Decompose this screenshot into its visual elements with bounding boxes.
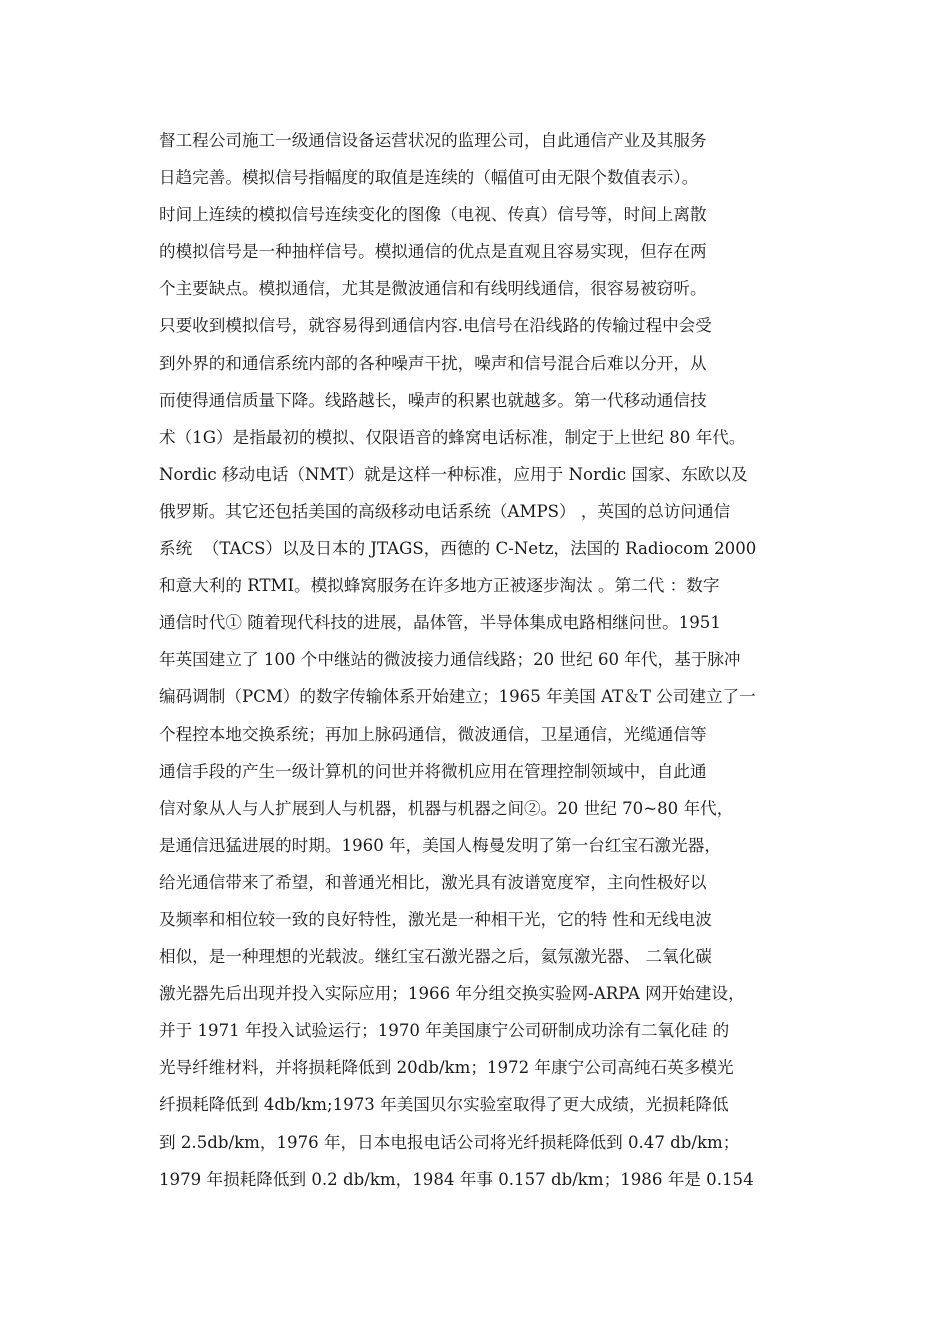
text-line: 相似，是一种理想的光载波。继红宝石激光器之后，氦氖激光器、 二氧化碳 — [159, 947, 712, 967]
text-line: 年英国建立了 100 个中继站的微波接力通信线路；20 世纪 60 年代，基于脉冲 — [159, 650, 741, 670]
text-line: 1979 年损耗降低到 0.2 db/km，1984 年事 0.157 db/km；1986 年是 0.154 — [159, 1169, 754, 1189]
text-line: 激光器先后出现并投入实际应用；1966 年分组交换实验网-ARPA 网开始建设， — [159, 984, 745, 1004]
text-line: 并于 1971 年投入试验运行；1970 年美国康宁公司研制成功涂有二氧化硅 的 — [159, 1021, 730, 1041]
text-line: 是通信迅猛进展的时期。1960 年，美国人梅曼发明了第一台红宝石激光器， — [159, 835, 721, 855]
text-line: 和意大利的 RTMI。模拟蜂窝服务在许多地方正被逐步淘汰 。第二代 ：数字 — [159, 576, 720, 596]
text-line: 系统 （TACS）以及日本的 JTAGS，西德的 C-Netz，法国的 Radiocom 2000 — [159, 539, 757, 559]
text-line: 俄罗斯。其它还包括美国的高级移动电话系统（AMPS） ，英国的总访问通信 — [159, 501, 731, 521]
text-line: 只要收到模拟信号，就容易得到通信内容.电信号在沿线路的传输过程中会受 — [159, 316, 712, 336]
text-line: 及频率和相位较一致的良好特性，激光是一种相干光，它的特 性和无线电波 — [159, 909, 712, 929]
text-line: 日趋完善。模拟信号指幅度的取值是连续的（幅值可由无限个数值表示）。 — [159, 168, 699, 188]
text-line: 的模拟信号是一种抽样信号。模拟通信的优点是直观且容易实现，但存在两 — [159, 242, 707, 262]
text-line: 光导纤维材料，并将损耗降低到 20db/km；1972 年康宁公司高纯石英多模光 — [159, 1058, 734, 1078]
text-line: 术（1G）是指最初的模拟、仅限语音的蜂窝电话标准，制定于上世纪 80 年代。 — [159, 427, 746, 447]
text-line: Nordic 移动电话（NMT）就是这样一种标准，应用于 Nordic 国家、东欧以及 — [159, 464, 748, 484]
text-line: 通信手段的产生一级计算机的问世并将微机应用在管理控制领域中，自此通 — [159, 761, 707, 781]
text-line: 信对象从人与人扩展到人与机器，机器与机器之间②。20 世纪 70~80 年代， — [159, 798, 734, 818]
text-line: 通信时代① 随着现代科技的进展，晶体管，半导体集成电路相继问世。1951 — [159, 613, 721, 633]
text-line: 到 2.5db/km，1976 年，日本电报电话公司将光纤损耗降低到 0.47 db/km； — [159, 1132, 740, 1152]
text-line: 编码调制（PCM）的数字传输体系开始建立；1965 年美国 AT＆T 公司建立了一 — [159, 687, 756, 707]
text-line: 而使得通信质量下降。线路越长，噪声的积累也就越多。第一代移动通信技 — [159, 390, 707, 410]
body-text — [159, 122, 819, 1198]
text-line: 纤损耗降低到 4db/km;1973 年美国贝尔实验室取得了更大成绩，光损耗降低 — [159, 1095, 729, 1115]
text-line: 时间上连续的模拟信号连续变化的图像（电视、传真）信号等，时间上离散 — [159, 205, 707, 225]
text-line: 个程控本地交换系统；再加上脉码通信，微波通信，卫星通信，光缆通信等 — [159, 724, 707, 744]
text-line: 督工程公司施工一级通信设备运营状况的监理公司，自此通信产业及其服务 — [159, 131, 707, 150]
text-line: 个主要缺点。模拟通信，尤其是微波通信和有线明线通信，很容易被窃听。 — [159, 279, 707, 299]
text-line: 给光通信带来了希望，和普通光相比，激光具有波谱宽度窄，主向性极好以 — [159, 872, 707, 892]
text-line: 到外界的和通信系统内部的各种噪声干扰，噪声和信号混合后难以分开，从 — [159, 353, 707, 373]
